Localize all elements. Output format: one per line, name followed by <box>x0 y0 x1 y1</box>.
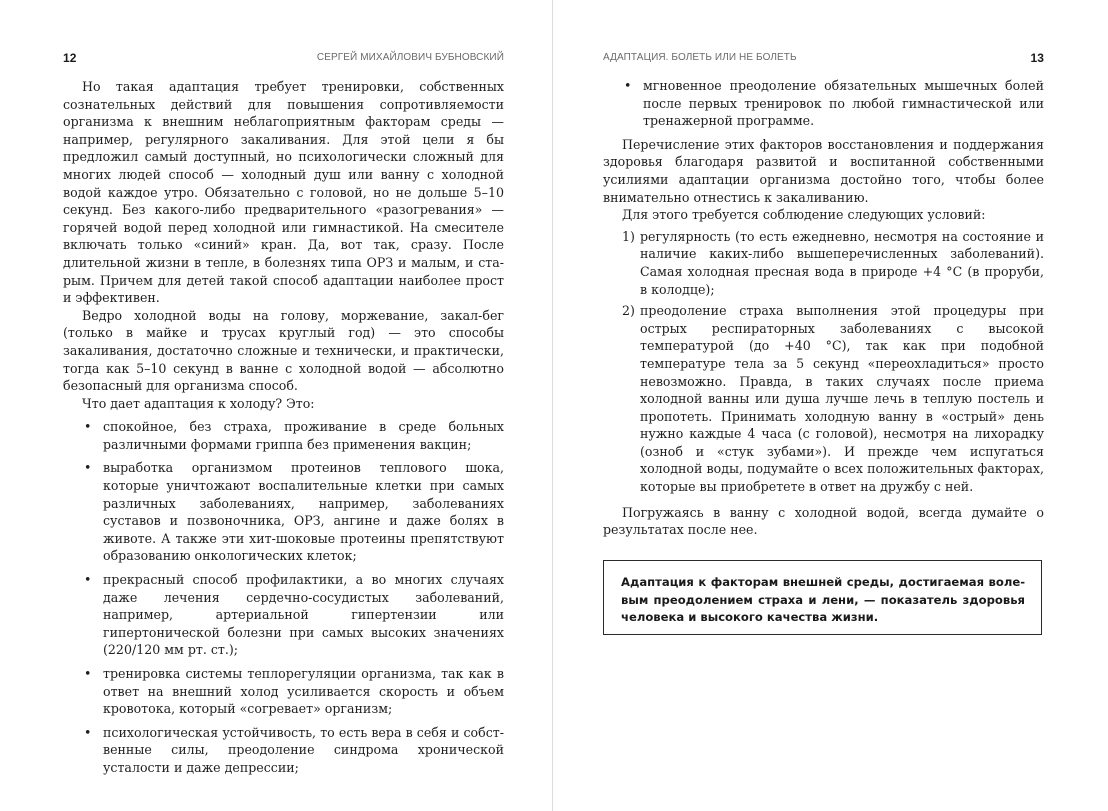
conditions-list <box>603 228 1044 496</box>
running-title-chapter: АДАПТАЦИЯ. БОЛЕТЬ ИЛИ НЕ БОЛЕТЬ <box>603 52 797 63</box>
paragraph: Перечисление этих факторов восстановления и поддержания здоровья благодаря развитой и воспитанной собственными усилиями адаптации организма достойно того, чтобы более внимательно отнестись к закаливанию. <box>603 136 1044 205</box>
bullet-icon: • <box>84 724 92 740</box>
list-item <box>63 418 504 453</box>
left-body-text <box>63 78 504 777</box>
list-item-text: прекрасный способ профилактики, а во многих случаях даже лечения сердечно-сосудистых заболеваний, например, артериальной гипертензии или гипертонической болезни при самых высоких значениях (220/120 мм рт. ст.); <box>103 572 504 658</box>
bullet-icon: • <box>84 666 92 681</box>
callout-box: Адаптация к факторам внешней среды, достигаемая волевым преодолением страха и лени, — показатель здоровья человека и высокого качества жизни. <box>603 560 1042 635</box>
list-item-text: спокойное, без страха, проживание в среде больных различными формами гриппа без применения вакцин; <box>103 419 504 452</box>
list-item-text: выработка организмом протеинов теплового шока, которые уничтожают воспалительные клетки при самых различных заболеваниях, например, заболеваниях суставов и позвоночника, ОРЗ, ангине и даже болях в животе. А также эти хит-шоковые протеины препятствуют образованию онкологических клеток; <box>103 460 504 564</box>
list-item-text: психологическая устойчивость, то есть вера в себя и собственные силы, преодоление синдрома хронической усталости и даже депрессии; <box>103 724 504 775</box>
list-item <box>603 302 1044 496</box>
page-gutter-divider <box>552 0 553 811</box>
left-page <box>63 0 504 811</box>
bullet-icon: • <box>624 78 632 93</box>
list-item <box>63 724 504 777</box>
paragraph: Но такая адаптация требует тренировки, собственных сознательных действий для повышения сопротивляемости организма к внешним неблагоприятным факторам среды — например, регулярного закаливания. Для этой цели я бы предложил самый доступный, но психологически сложный для многих людей способ — холодный душ или ванну с холодной водой каждое утро. Обязательно с головой, но не дольше 5–10 секунд. Без какого-либо предварительного «разогревания» — горячей водой перед холодной или гимнастикой. На смесителе включать только «синий» кран. Да, вот так, сразу. После длительной жизни в тепле, в болезнях типа ОРЗ и малым, и старым. Причем для детей такой способ адаптации наиболее прост и эффективен. <box>63 79 504 306</box>
right-running-head <box>603 52 1044 66</box>
list-item-text: регулярность (то есть ежедневно, несмотря на состояние и наличие каких-либо вышеперечисленных заболеваний). Самая холодная пресная вода в природе +4 °С (в проруби, в колодце); <box>640 228 1044 297</box>
left-running-head <box>63 52 504 66</box>
paragraph: Что дает адаптация к холоду? Это: <box>82 395 315 411</box>
list-item-text: мгновенное преодоление обязательных мышечных болей после первых тренировок по любой гимнастической или тренажерной программе. <box>643 78 1044 129</box>
list-item <box>63 459 504 565</box>
list-item <box>63 571 504 659</box>
right-body-text <box>603 77 1044 539</box>
benefits-list-continued <box>603 77 1044 130</box>
list-item-text: преодоление страха выполнения этой процедуры при острых респираторных заболеваниях с высокой температурой (до +40 °С), так как при подобной температуре тела за 5 секунд «переохладиться» просто невозможно. Правда, в таких случаях после приема холодной ванны или душа лучше лечь в теплую постель и пропотеть. Принимать холодную ванну в «острый» день нужно каждые 4 часа (с головой), несмотря на лихорадку (озноб и «стук зубами»). И прежде чем испугаться холодной воды, подумайте о всех положительных факторах, которые вы приобретете в ответ на дружбу с ней. <box>640 303 1044 495</box>
bullet-icon: • <box>84 419 92 435</box>
list-item-text: тренировка системы теплорегуляции организма, так как в ответ на внешний холод усиливается скорость и объем кровотока, который «согревает» организм; <box>103 666 504 717</box>
page-number: 12 <box>63 51 77 65</box>
list-number: 2) <box>622 303 635 319</box>
benefits-list <box>63 418 504 776</box>
paragraph: Погружаясь в ванну с холодной водой, всегда думайте о результатах после нее. <box>603 504 1044 538</box>
page-number: 13 <box>1030 51 1044 65</box>
list-number: 1) <box>622 228 635 244</box>
list-item <box>63 665 504 718</box>
paragraph: Ведро холодной воды на голову, моржевание, закал-бег (только в майке и трусах круглый год) — это способы закаливания, достаточно сложные и технически, и практически, тогда как 5–10 секунд в ванне с холодной водой — абсолютно безопасный для организма способ. <box>63 307 504 394</box>
running-title-author: СЕРГЕЙ МИХАЙЛОВИЧ БУБНОВСКИЙ <box>316 52 504 63</box>
paragraph: Для этого требуется соблюдение следующих условий: <box>622 207 986 223</box>
list-item <box>603 228 1044 298</box>
right-page <box>603 0 1044 811</box>
bullet-icon: • <box>84 572 92 588</box>
bullet-icon: • <box>84 460 92 476</box>
list-item <box>603 77 1044 130</box>
